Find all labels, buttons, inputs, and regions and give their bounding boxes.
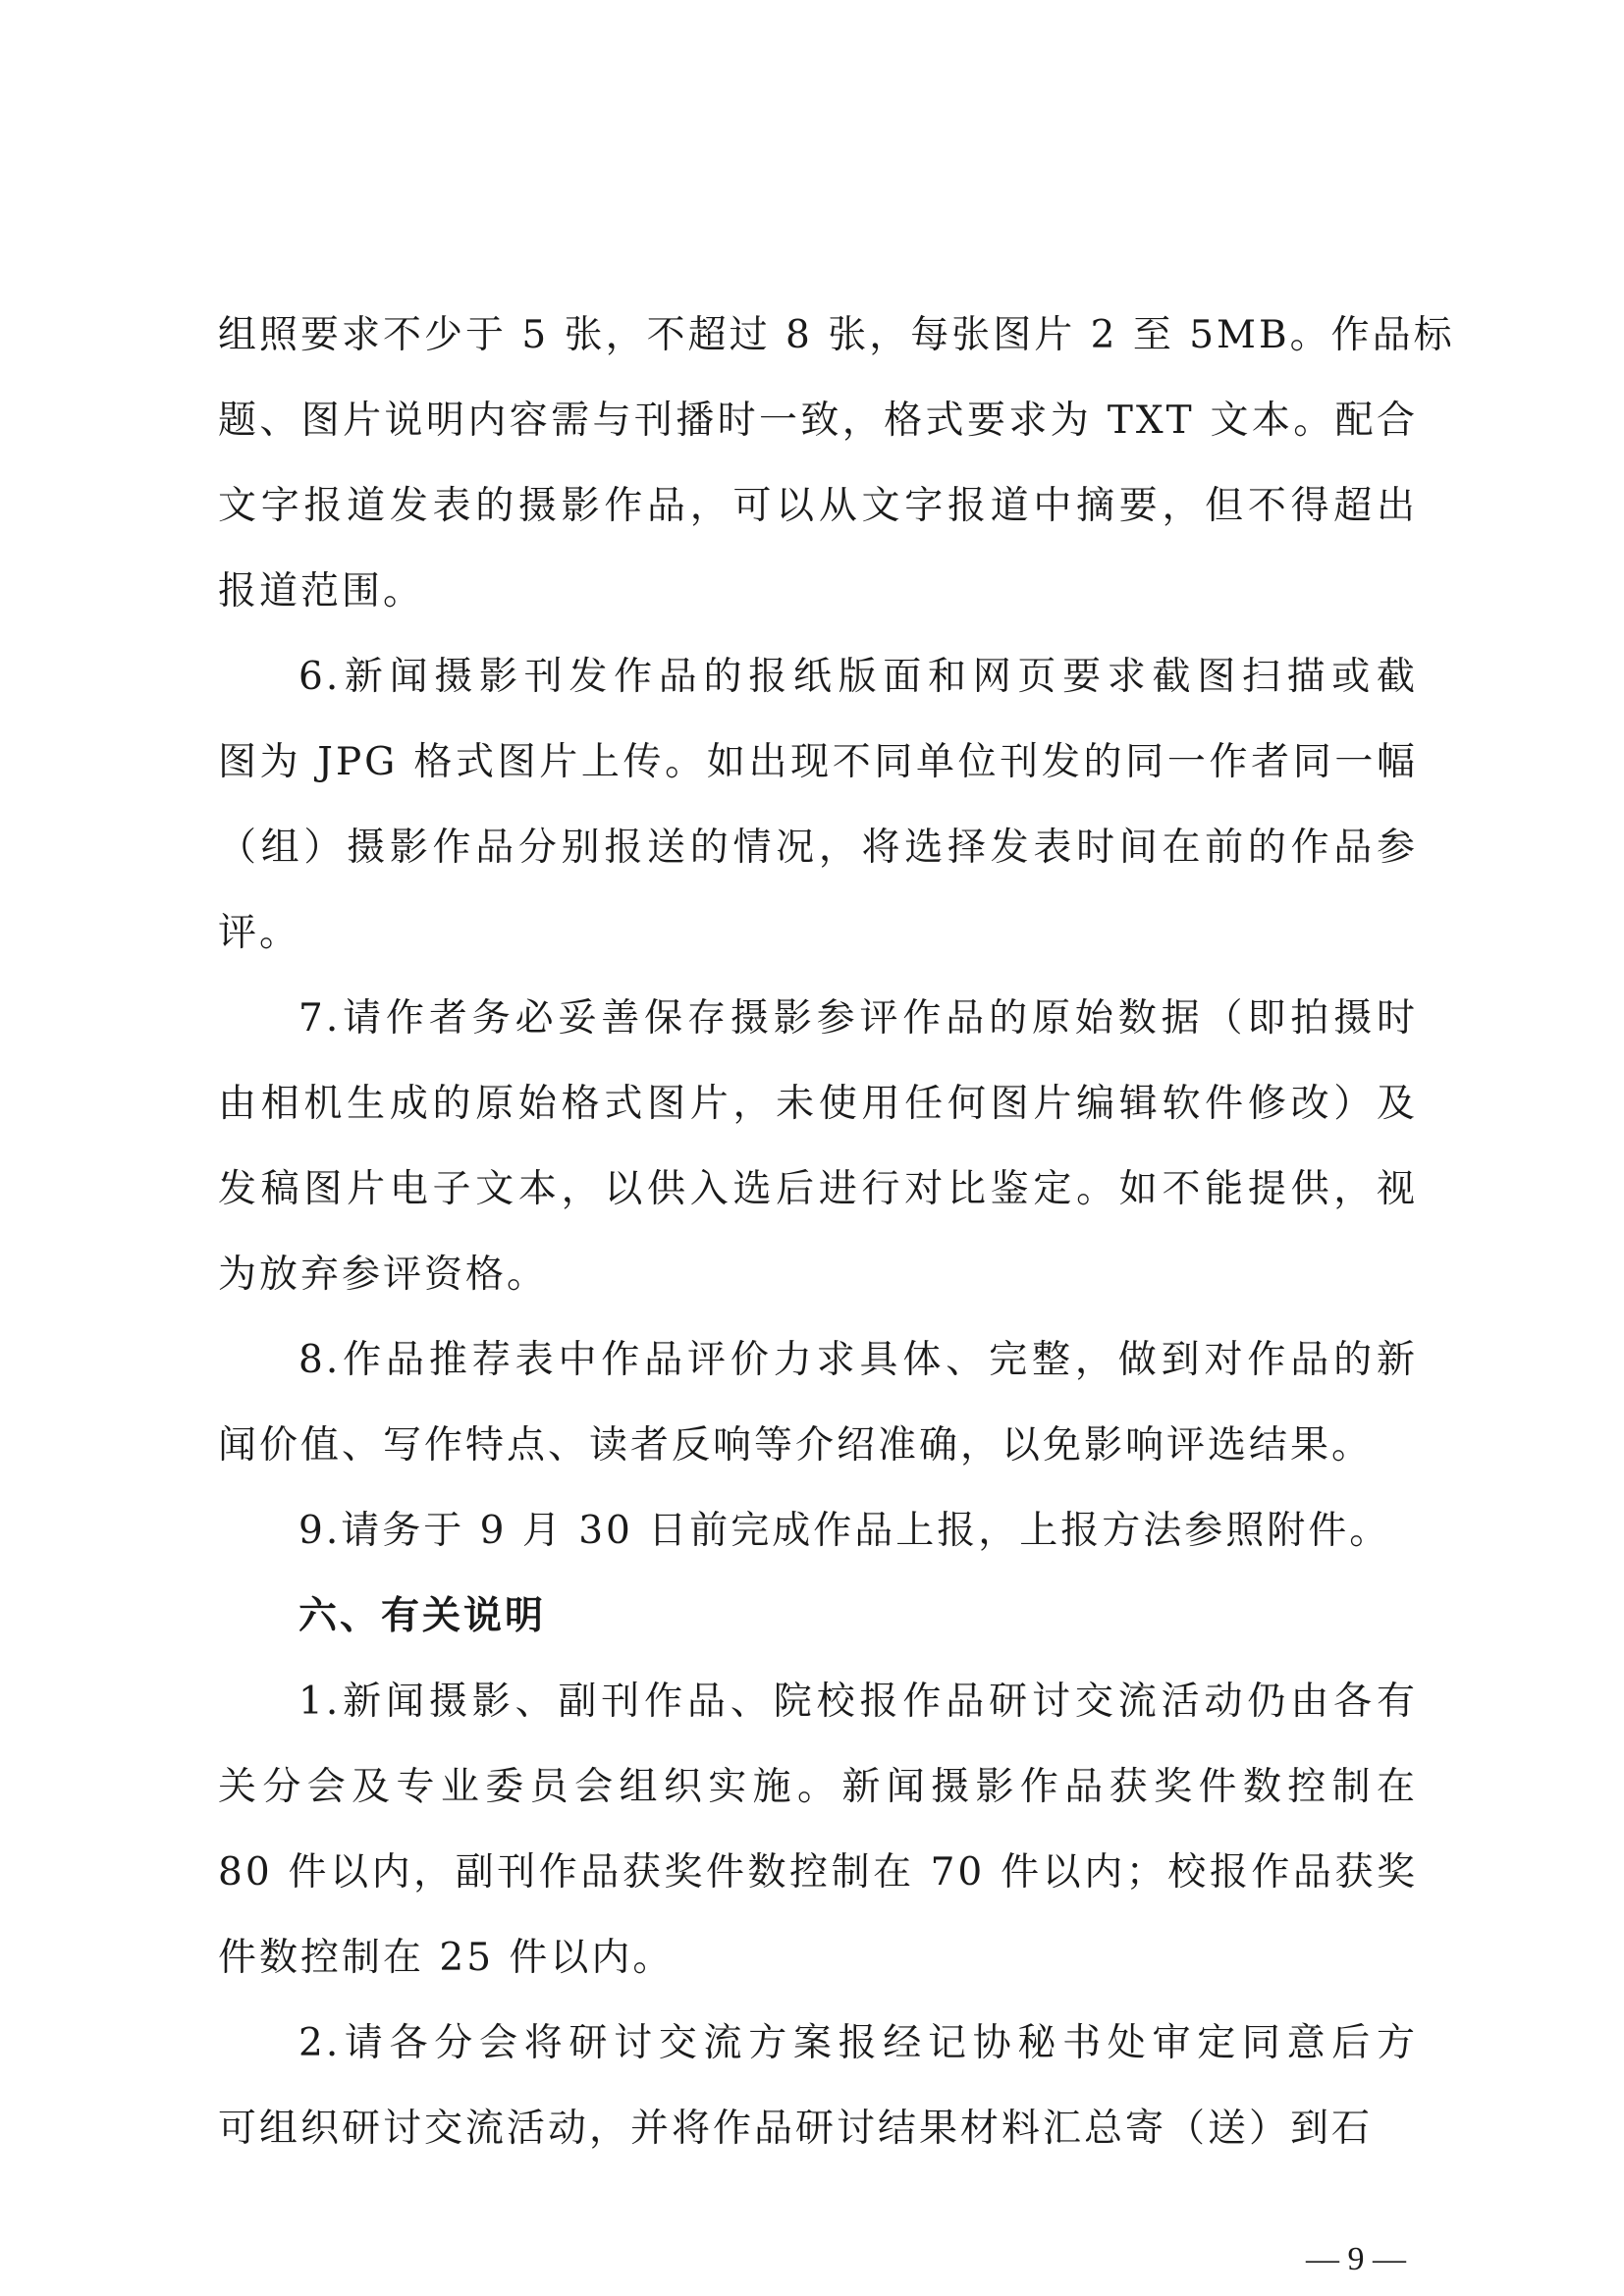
text-line: 题、图片说明内容需与刊播时一致，格式要求为 TXT 文本。配合 [218, 399, 1418, 443]
text-line: 组照要求不少于 5 张，不超过 8 张，每张图片 2 至 5MB。作品标 [218, 313, 1455, 357]
paragraph [218, 2001, 1418, 2171]
text-line: 闻价值、写作特点、读者反响等介绍准确，以免影响评选结果。 [218, 1423, 1374, 1468]
page-number: — 9 — [1306, 2241, 1406, 2277]
text-line: 文字报道发表的摄影作品，可以从文字报道中摘要，但不得超出 [218, 484, 1418, 528]
paragraph [218, 293, 1455, 634]
text-line: 7.请作者务必妥善保存摄影参评作品的原始数据（即拍摄时 [298, 996, 1418, 1041]
text-line: 8.作品推荐表中作品评价力求具体、完整，做到对作品的新 [298, 1338, 1418, 1382]
text-line: 关分会及专业委员会组织实施。新闻摄影作品获奖件数控制在 [218, 1765, 1418, 1809]
text-line: 80 件以内，副刊作品获奖件数控制在 70 件以内；校报作品获奖 [218, 1850, 1418, 1895]
section-heading [218, 1574, 1418, 1659]
text-line: 发稿图片电子文本，以供入选后进行对比鉴定。如不能提供，视 [218, 1167, 1418, 1211]
paragraph [218, 634, 1418, 976]
text-line: 6.新闻摄影刊发作品的报纸版面和网页要求截图扫描或截 [298, 655, 1418, 699]
body-text [218, 293, 1455, 2171]
paragraph [218, 1317, 1418, 1488]
text-line: 由相机生成的原始格式图片，未使用任何图片编辑软件修改）及 [218, 1082, 1418, 1126]
text-line: 件数控制在 25 件以内。 [218, 1936, 675, 1980]
text-line: 2.请各分会将研讨交流方案报经记协秘书处审定同意后方 [298, 2021, 1418, 2065]
text-line: 评。 [218, 911, 301, 955]
paragraph [218, 1659, 1418, 2001]
paragraph [218, 976, 1418, 1317]
text-line: 报道范围。 [218, 569, 425, 614]
text-line: 1.新闻摄影、副刊作品、院校报作品研讨交流活动仍由各有 [298, 1680, 1418, 1724]
heading-line: 六、有关说明 [298, 1594, 547, 1638]
text-line: 9.请务于 9 月 30 日前完成作品上报，上报方法参照附件。 [298, 1509, 1391, 1553]
text-line: 为放弃参评资格。 [218, 1253, 549, 1297]
text-line: 图为 JPG 格式图片上传。如出现不同单位刊发的同一作者同一幅 [218, 740, 1418, 784]
text-line: （组）摄影作品分别报送的情况，将选择发表时间在前的作品参 [218, 826, 1418, 870]
paragraph [218, 1488, 1418, 1574]
text-line: 可组织研讨交流活动，并将作品研讨结果材料汇总寄（送）到石 [218, 2107, 1374, 2151]
